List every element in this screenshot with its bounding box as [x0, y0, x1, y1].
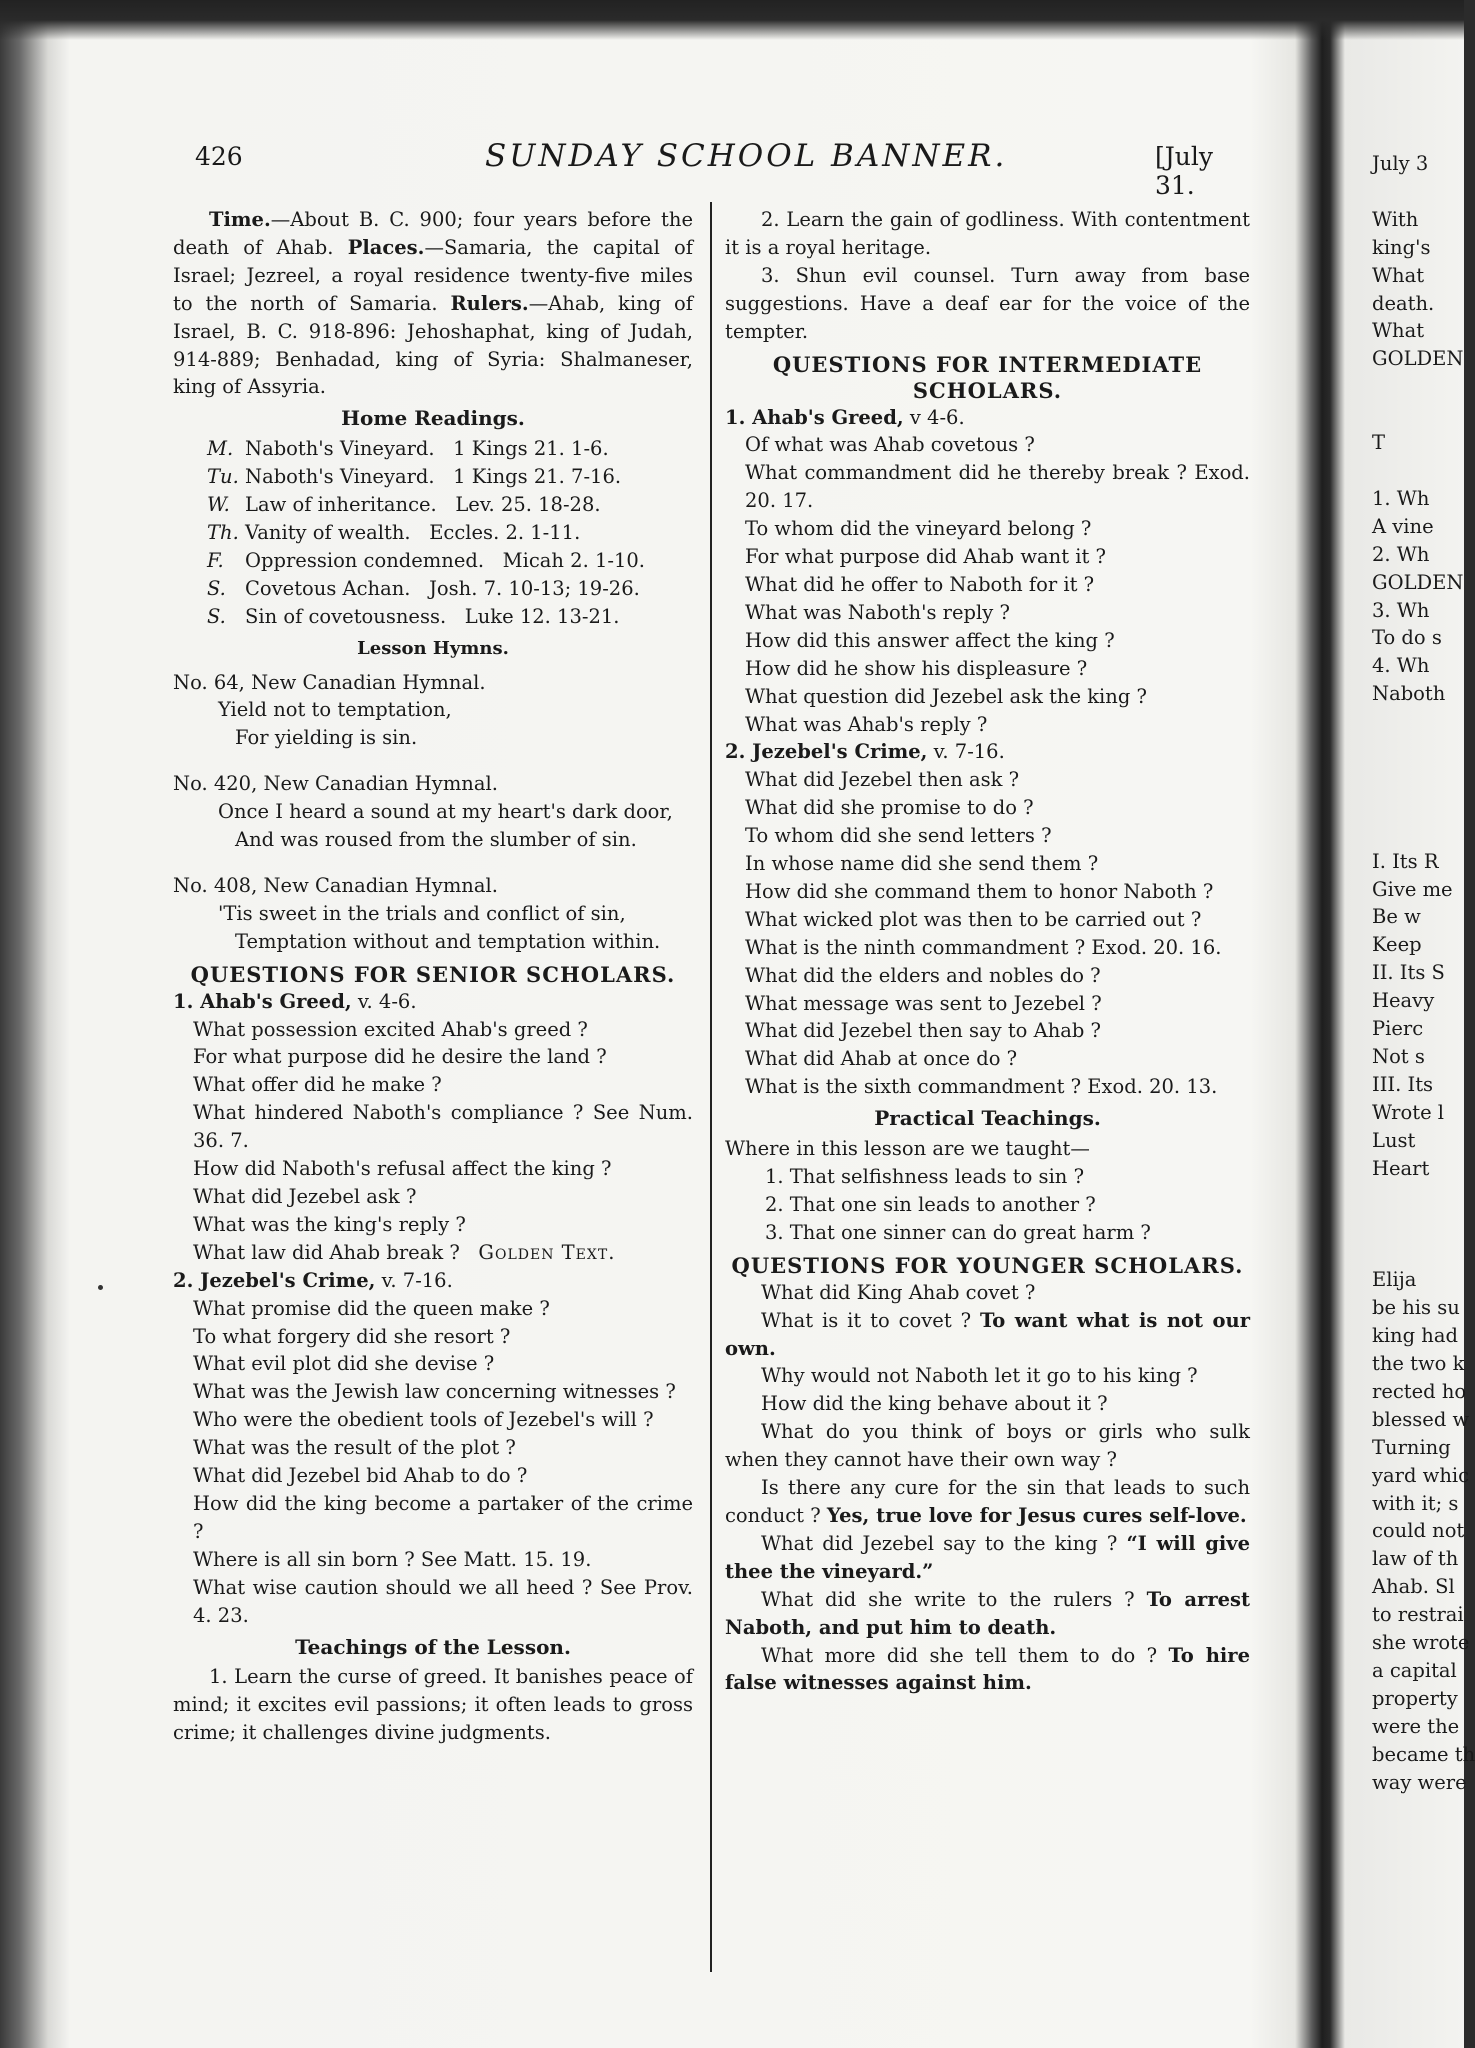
teaching-paragraph: 1. Learn the curse of greed. It banishes peace of mind; it excites evil passions; it often leads to gross crime; it challenges divine judgments. [173, 1665, 693, 1745]
question-item: What offer did he make ? [193, 1073, 442, 1097]
facing-page-fragment: 4. Wh [1372, 654, 1430, 678]
facing-page-fragment: way were [1372, 1770, 1467, 1794]
question-item: What evil plot did she devise ? [193, 1352, 495, 1376]
facing-page-fragment: T [1372, 431, 1386, 455]
practical-teachings-heading: Practical Teachings. [874, 1106, 1101, 1131]
inter-section-1-title: 1. Ahab's Greed, [725, 405, 904, 429]
younger-question [725, 1586, 1250, 1642]
rulers-label: Rulers. [450, 291, 529, 315]
reading-text: Naboth's Vineyard. 1 Kings 21. 1-6. [245, 437, 609, 461]
question-item: What did Jezebel bid Ahab to do ? [193, 1464, 528, 1488]
question-item: What was the result of the plot ? [193, 1436, 516, 1460]
left-column [173, 206, 693, 1747]
home-readings-heading: Home Readings. [341, 406, 525, 431]
question-item: What did Jezebel ask ? [193, 1185, 417, 1208]
scan-top-shadow [0, 0, 1464, 40]
question-text: How did the king behave about it ? [761, 1392, 1108, 1416]
question-text: What law did Ahab break ? [193, 1240, 460, 1264]
facing-page-fragment: 2. Wh [1372, 542, 1430, 566]
hymn-number: No. 64, New Canadian Hymnal. [173, 670, 486, 694]
answer-text: Yes, true love for Jesus cures self-love. [826, 1503, 1247, 1527]
reading-text: Naboth's Vineyard. 1 Kings 21. 7-16. [245, 465, 622, 489]
facing-page-fragment: yard whic [1372, 1463, 1470, 1487]
inter-section-1-questions [725, 431, 1250, 738]
facing-page-fragment: rected ho [1372, 1379, 1467, 1403]
question-text: What did Jezebel say to the king ? [761, 1531, 1118, 1555]
hymn-line: For yielding is sin. [235, 726, 418, 750]
question-item: What did Ahab at once do ? [745, 1047, 1018, 1071]
facing-page-fragment: II. Its S [1372, 961, 1445, 985]
facing-page-fragment: Turning [1372, 1435, 1451, 1459]
reading-text: Oppression condemned. Micah 2. 1-10. [245, 548, 645, 572]
question-item: Who were the obedient tools of Jezebel's will ? [193, 1408, 654, 1432]
home-reading-row [173, 491, 693, 519]
facing-page-fragment: law of th [1372, 1547, 1459, 1571]
question-text: What more did she tell them to do ? [761, 1643, 1158, 1667]
facing-page-fragment: Lust [1372, 1128, 1416, 1152]
answer-text: To want what is not our own. [725, 1308, 1250, 1360]
facing-page-fragment: a capital [1372, 1658, 1457, 1682]
facing-page-fragment: king's [1372, 235, 1431, 259]
senior-questions-heading: QUESTIONS FOR SENIOR SCHOLARS. [190, 961, 676, 987]
younger-question [725, 1642, 1250, 1698]
page-number: 426 [195, 142, 243, 171]
places-label: Places. [347, 235, 425, 259]
facing-page-fragment: July 3 [1372, 152, 1429, 175]
hymn-number: No. 420, New Canadian Hymnal. [173, 772, 498, 796]
hymns-list [173, 669, 693, 956]
inter-section-1-ref: v 4-6. [903, 405, 965, 429]
facing-page-fragment: I. Its R [1372, 849, 1439, 873]
question-item: What is the sixth commandment ? Exod. 20. 13. [745, 1075, 1218, 1099]
facing-page-fragment [1372, 736, 1464, 764]
senior-section-2-ref: v. 7-16. [375, 1268, 453, 1292]
home-reading-row [173, 575, 693, 603]
question-item: What was Naboth's reply ? [745, 600, 1010, 624]
senior-section-1-questions [173, 1016, 693, 1239]
right-column [725, 206, 1250, 1697]
question-item: What was Ahab's reply ? [745, 712, 988, 736]
facing-page-fragment: 1. Wh [1372, 486, 1430, 510]
facing-page-fragment: What [1372, 319, 1425, 343]
teaching-paragraph: 2. Learn the gain of godliness. With contentment it is a royal heritage. [725, 208, 1250, 259]
question-text: What is it to covet ? [761, 1308, 972, 1332]
inter-section-2-questions [725, 766, 1250, 1101]
facing-page-fragment [1372, 401, 1464, 429]
facing-page-fragment: 3. Wh [1372, 598, 1430, 622]
question-item: To what forgery did she resort ? [193, 1324, 511, 1348]
facing-page-fragment: Wrote l [1372, 1100, 1445, 1124]
facing-page-fragment: Keep [1372, 933, 1422, 957]
facing-page-fragment: A vine [1372, 514, 1434, 538]
senior-section-1-title: 1. Ahab's Greed, [173, 989, 352, 1013]
question-text: What did she write to the rulers ? [761, 1587, 1135, 1611]
reading-day: S. [207, 576, 226, 600]
question-item: What wicked plot was then to be carried out ? [745, 907, 1202, 931]
question-item: What promise did the queen make ? [193, 1296, 550, 1320]
facing-page-fragment: Naboth [1372, 682, 1446, 706]
home-reading-row [173, 603, 693, 631]
senior-section-1-heading [173, 988, 693, 1016]
reading-day: S. [207, 604, 226, 628]
inter-section-2-title: 2. Jezebel's Crime, [725, 740, 928, 764]
facing-page-fragment: Elija [1372, 1268, 1417, 1292]
senior-section-2-title: 2. Jezebel's Crime, [173, 1268, 376, 1292]
younger-question [725, 1390, 1250, 1418]
younger-question [725, 1362, 1250, 1390]
question-item: Of what was Ahab covetous ? [745, 433, 1035, 457]
places-text: —Samaria, the capital of Israel; Jezreel, a royal residence twenty-five miles to the north of Samaria. [173, 235, 694, 315]
lesson-intro [173, 206, 693, 401]
reading-day: M. [207, 437, 234, 461]
issue-date: [July 31. [1155, 142, 1213, 200]
facing-page-edge [1372, 150, 1475, 1796]
inter-section-1-heading [725, 404, 1250, 432]
intermediate-questions-heading: QUESTIONS FOR INTERMEDIATE SCHOLARS. [772, 351, 1203, 403]
question-item: What message was sent to Jezebel ? [745, 991, 1102, 1015]
facing-page-fragment: GOLDEN [1372, 570, 1464, 594]
facing-page-fragment: to restrai [1372, 1603, 1464, 1627]
time-text: —About B. C. 900; four years before the death of Ahab. [173, 208, 693, 259]
hymn-gap [173, 854, 693, 866]
facing-page-fragment [1372, 1183, 1464, 1211]
senior-section-2-questions [173, 1295, 693, 1630]
reading-day: F. [207, 548, 224, 572]
answer-text: To hire false witnesses against him. [725, 1643, 1250, 1695]
facing-page-fragment: To do s [1372, 626, 1442, 650]
home-readings-list [173, 435, 693, 630]
facing-page-fragment [1372, 708, 1464, 736]
practical-item: 1. That selfishness leads to sin ? [765, 1165, 1085, 1188]
reading-day: W. [207, 493, 230, 517]
reading-text: Sin of covetousness. Luke 12. 13-21. [245, 604, 620, 628]
teachings-heading: Teachings of the Lesson. [295, 1634, 571, 1659]
question-item: To whom did the vineyard belong ? [745, 517, 1092, 541]
younger-question [725, 1474, 1250, 1530]
reading-text: Covetous Achan. Josh. 7. 10-13; 19-26. [245, 576, 640, 600]
facing-page-fragment [1372, 178, 1464, 206]
question-item: What was the Jewish law concerning witnesses ? [193, 1380, 676, 1404]
senior-section-2-heading [173, 1267, 693, 1295]
hymn-line: Temptation without and temptation within. [235, 929, 661, 953]
question-item: What question did Jezebel ask the king ? [745, 684, 1147, 708]
answer-text: To arrest Naboth, and put him to death. [725, 1587, 1250, 1639]
question-item: What wise caution should we all heed ? See Prov. 4. 23. [193, 1575, 693, 1627]
reading-day: Th. [207, 520, 239, 544]
rulers-text: —Ahab, king of Israel, B. C. 918-896: Jehoshaphat, king of Judah, 914-889; Benhadad, king of Syria: Shalmaneser, king of Assyria. [173, 291, 693, 399]
facing-page-fragment: Be w [1372, 905, 1421, 929]
practical-item: 3. That one sinner can do great harm ? [765, 1220, 1151, 1244]
question-item: What did Jezebel then say to Ahab ? [745, 1019, 1102, 1043]
time-label: Time. [209, 208, 271, 231]
journal-title: SUNDAY SCHOOL BANNER. [485, 138, 1008, 174]
question-item: What is the ninth commandment ? Exod. 20. 16. [745, 935, 1222, 959]
question-item: What possession excited Ahab's greed ? [193, 1017, 588, 1041]
column-divider [710, 202, 712, 1972]
question-item: To whom did she send letters ? [745, 824, 1052, 848]
facing-page-fragment [1372, 373, 1464, 401]
question-item: How did the king become a partaker of the crime ? [193, 1491, 693, 1543]
facing-page-fragment: were the [1372, 1714, 1460, 1738]
question-item: How did this answer affect the king ? [745, 628, 1115, 652]
facing-page-fragment: became th [1372, 1742, 1475, 1766]
hymn-line: And was roused from the slumber of sin. [235, 828, 637, 852]
hymn-line: Yield not to temptation, [218, 698, 452, 722]
question-text: Why would not Naboth let it go to his king ? [761, 1364, 1198, 1388]
question-item: What was the king's reply ? [193, 1212, 466, 1236]
facing-page-fragment: With [1372, 207, 1419, 231]
question-item: In whose name did she send them ? [745, 852, 1099, 876]
question-item: What did the elders and nobles do ? [745, 963, 1101, 987]
question-item: What did she promise to do ? [745, 796, 1034, 820]
facing-page-fragment: Give me [1372, 877, 1453, 901]
reading-day: Tu. [207, 465, 239, 489]
home-reading-row [173, 519, 693, 547]
scan-speck [98, 1285, 103, 1290]
facing-page-fragment: Heart [1372, 1156, 1430, 1180]
younger-question [725, 1418, 1250, 1474]
reading-text: Vanity of wealth. Eccles. 2. 1-11. [245, 520, 581, 544]
question-item: For what purpose did he desire the land ? [193, 1045, 607, 1069]
question-item [173, 1239, 693, 1267]
hymn-number: No. 408, New Canadian Hymnal. [173, 873, 498, 897]
younger-question [725, 1530, 1250, 1586]
facing-page-fragment [1372, 764, 1464, 792]
facing-page-fragment [1372, 457, 1464, 485]
facing-page-fragment: with it; s [1372, 1491, 1459, 1515]
facing-page-fragment: blessed w [1372, 1407, 1470, 1431]
teaching-paragraph: 3. Shun evil counsel. Turn away from base suggestions. Have a deaf ear for the voice of the tempter. [725, 263, 1250, 343]
home-reading-row [173, 547, 693, 575]
question-item: Where is all sin born ? See Matt. 15. 19. [193, 1547, 592, 1571]
home-reading-row [173, 435, 693, 463]
lesson-hymns-heading: Lesson Hymns. [357, 637, 509, 659]
hymn-gap [173, 752, 693, 764]
facing-page-fragment: she wrote [1372, 1631, 1470, 1655]
younger-questions-list [725, 1279, 1250, 1698]
question-item: How did Naboth's refusal affect the king ? [193, 1157, 612, 1181]
facing-page-fragment: Not s [1372, 1045, 1425, 1068]
younger-question [725, 1307, 1250, 1363]
facing-page-fragment: III. Its [1372, 1072, 1434, 1096]
inter-section-2-ref: v. 7-16. [927, 740, 1005, 764]
facing-page-fragment: Heavy [1372, 989, 1435, 1013]
hymn-line: 'Tis sweet in the trials and conflict of sin, [218, 901, 626, 925]
facing-page-fragment: death. [1372, 291, 1435, 315]
running-header [195, 138, 1255, 200]
inter-section-2-heading [725, 738, 1250, 766]
younger-question [725, 1279, 1250, 1307]
hymn-line: Once I heard a sound at my heart's dark door, [218, 800, 673, 824]
question-text: What do you think of boys or girls who sulk when they cannot have their own way ? [725, 1420, 1250, 1472]
question-item: What hindered Naboth's compliance ? See Num. 36. 7. [193, 1101, 693, 1153]
facing-page-fragment: king had [1372, 1324, 1458, 1348]
practical-list [725, 1163, 1250, 1247]
facing-page-fragment [1372, 1210, 1464, 1238]
home-reading-row [173, 463, 693, 491]
practical-item: 2. That one sin leads to another ? [765, 1192, 1096, 1216]
question-text: What did King Ahab covet ? [761, 1280, 1036, 1304]
question-item: How did she command them to honor Naboth ? [745, 879, 1214, 903]
facing-page-fragment: could not [1372, 1519, 1465, 1543]
facing-page-fragment: property [1372, 1686, 1458, 1710]
question-item: What did he offer to Naboth for it ? [745, 572, 1095, 596]
question-item: For what purpose did Ahab want it ? [745, 545, 1106, 569]
question-text: Is there any cure for the sin that leads to such conduct ? [725, 1476, 1250, 1527]
facing-page-fragment [1372, 1238, 1464, 1266]
facing-page-fragment [1372, 820, 1464, 848]
question-item: How did he show his displeasure ? [745, 656, 1088, 680]
answer-text: “I will give thee the vineyard.” [725, 1531, 1250, 1583]
question-item: What commandment did he thereby break ? Exod. 20. 17. [745, 461, 1250, 513]
facing-page-fragment: be his su [1372, 1296, 1460, 1320]
facing-page-fragment: Ahab. Sl [1372, 1575, 1455, 1599]
golden-text-ref: Golden Text. [478, 1240, 616, 1264]
senior-section-1-ref: v. 4-6. [351, 989, 417, 1013]
practical-intro: Where in this lesson are we taught— [725, 1137, 1090, 1161]
facing-page-fragment: GOLDEN [1372, 347, 1464, 371]
younger-questions-heading: QUESTIONS FOR YOUNGER SCHOLARS. [731, 1252, 1244, 1278]
facing-page-fragment: What [1372, 263, 1425, 287]
reading-text: Law of inheritance. Lev. 25. 18-28. [245, 493, 601, 517]
facing-page-fragment [1372, 792, 1464, 820]
facing-page-fragment: the two k [1372, 1351, 1465, 1375]
facing-page-fragment: Pierc [1372, 1017, 1424, 1041]
question-item: What did Jezebel then ask ? [745, 768, 1020, 792]
